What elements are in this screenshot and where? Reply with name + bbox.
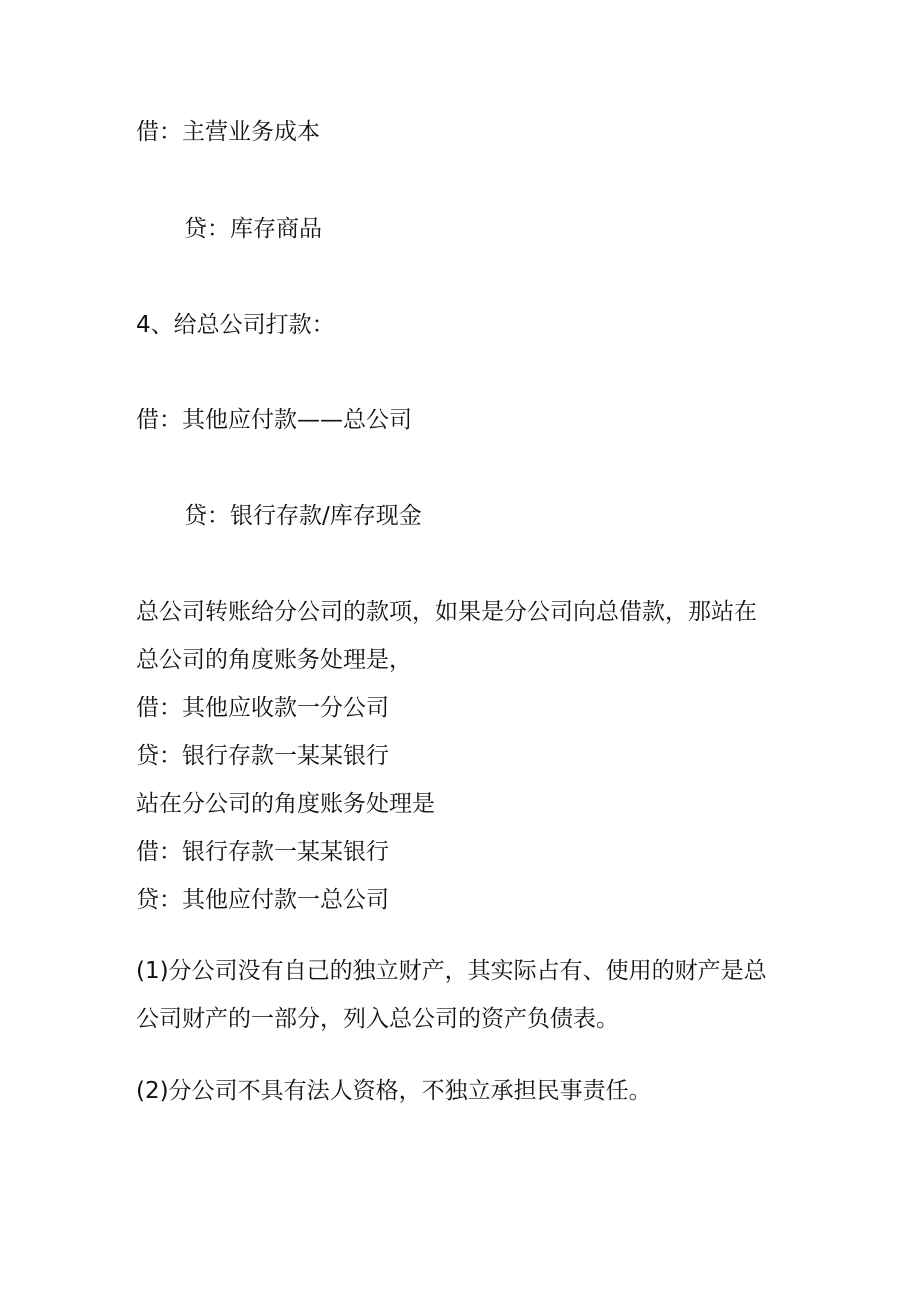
debit-other-payables-head-office: 借：其他应付款——总公司 xyxy=(136,407,412,433)
section-heading-pay-head-office: 4、给总公司打款： xyxy=(136,312,335,338)
credit-other-payables-head-office: 贷：其他应付款一总公司 xyxy=(136,887,389,913)
credit-inventory-goods: 贷：库存商品 xyxy=(184,216,322,242)
point-1-line-2: 公司财产的一部分，列入总公司的资产负债表。 xyxy=(136,1006,619,1032)
point-2: (2)分公司不具有法人资格，不独立承担民事责任。 xyxy=(136,1078,652,1104)
debit-main-business-cost: 借：主营业务成本 xyxy=(136,119,320,145)
debit-other-receivables-branch: 借：其他应收款一分公司 xyxy=(136,695,389,721)
transfer-explanation-line-1: 总公司转账给分公司的款项，如果是分公司向总借款，那站在 xyxy=(136,599,757,625)
credit-bank-deposit-bank: 贷：银行存款一某某银行 xyxy=(136,743,389,769)
point-1-line-1: (1)分公司没有自己的独立财产，其实际占有、使用的财产是总 xyxy=(136,958,767,984)
credit-bank-deposit-cash: 贷：银行存款/库存现金 xyxy=(184,503,422,529)
debit-bank-deposit-bank: 借：银行存款一某某银行 xyxy=(136,839,389,865)
branch-perspective-heading: 站在分公司的角度账务处理是 xyxy=(136,791,435,817)
transfer-explanation-line-2: 总公司的角度账务处理是， xyxy=(136,647,412,673)
